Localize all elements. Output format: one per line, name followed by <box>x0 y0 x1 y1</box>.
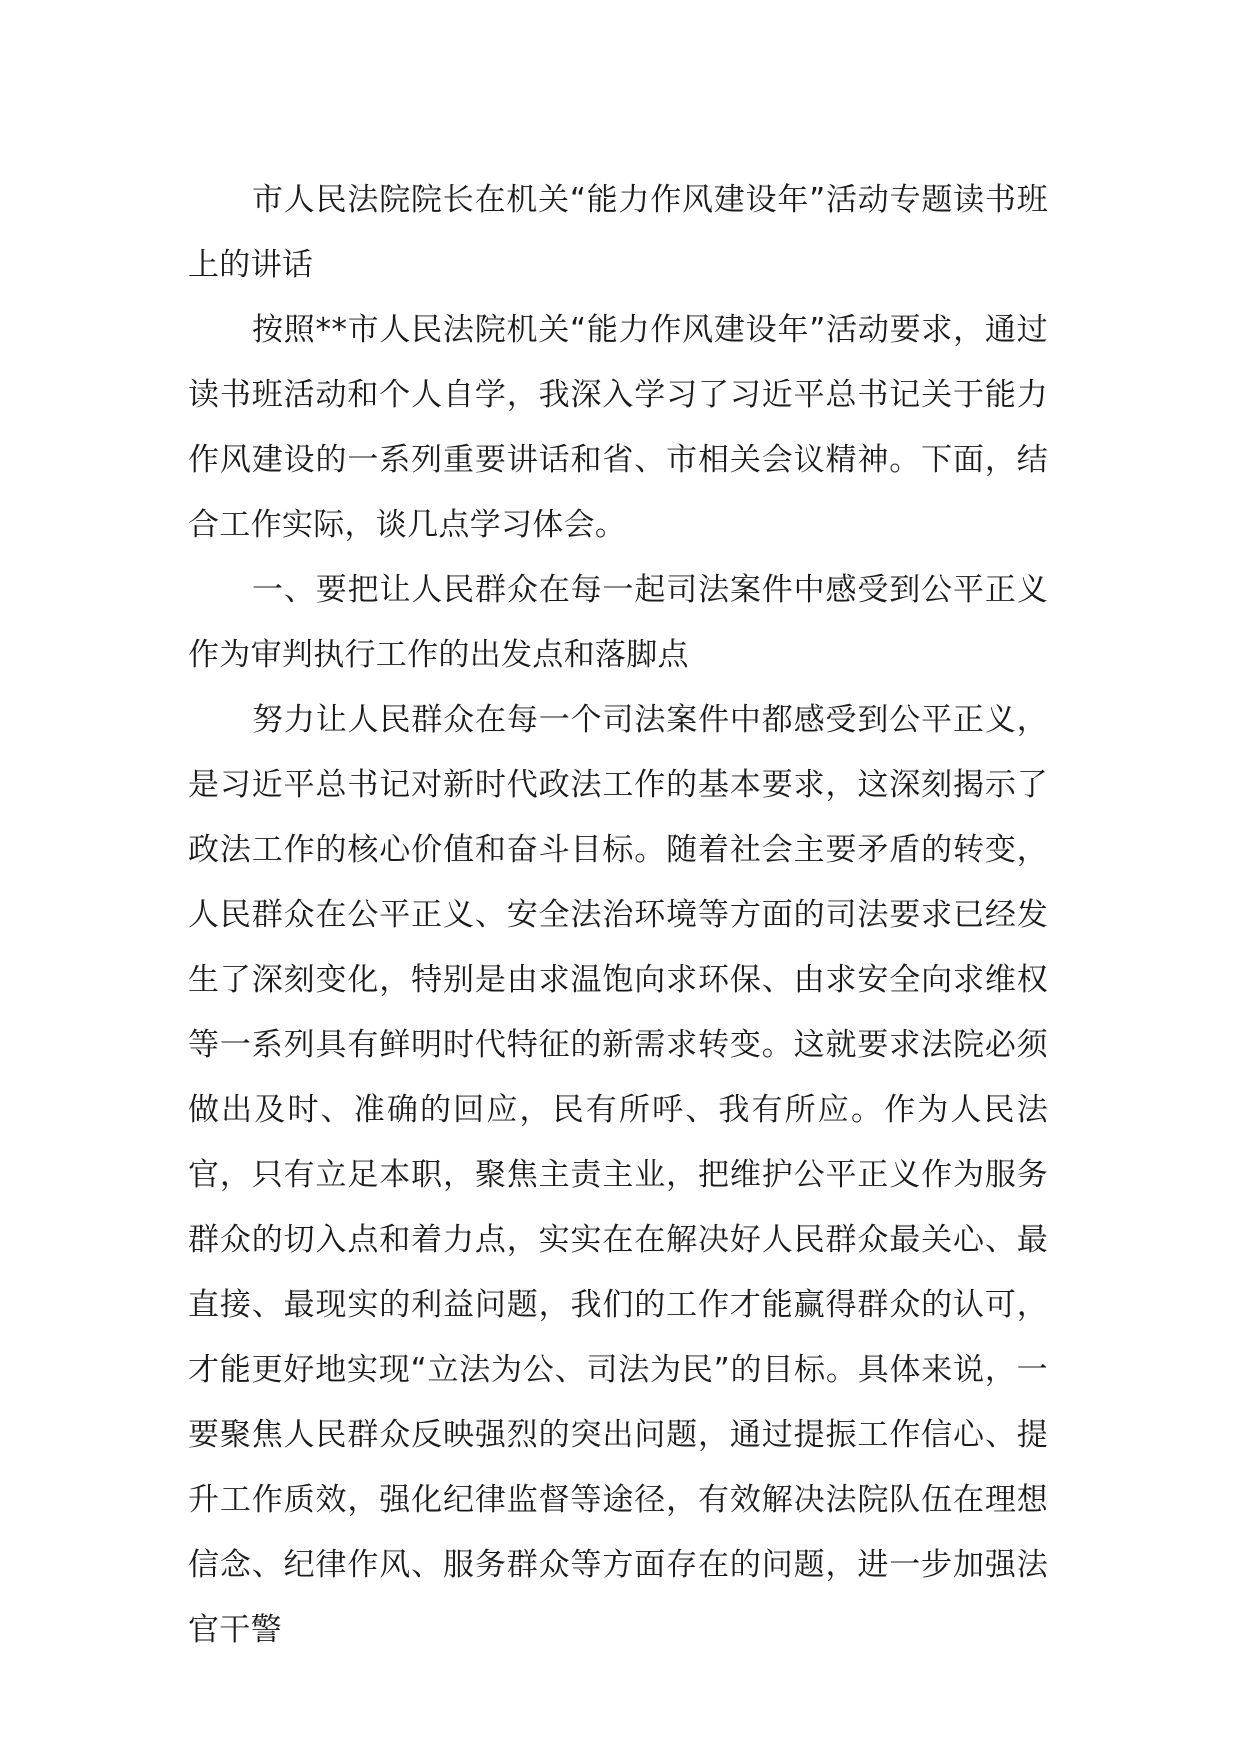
section-heading-1: 一、要把让人民群众在每一起司法案件中感受到公平正义作为审判执行工作的出发点和落脚点 <box>188 572 1048 673</box>
document-body <box>188 168 1048 1663</box>
paragraph-intro: 按照**市人民法院机关“能力作风建设年”活动要求，通过读书班活动和个人自学，我深入学习了习近平总书记关于能力作风建设的一系列重要讲话和省、市相关会议精神。下面，结合工作实际，谈几点学习体会。 <box>188 312 1048 543</box>
paragraph-section-1: 努力让人民群众在每一个司法案件中都感受到公平正义，是习近平总书记对新时代政法工作的基本要求，这深刻揭示了政法工作的核心价值和奋斗目标。随着社会主要矛盾的转变，人民群众在公平正义、安全法治环境等方面的司法要求已经发生了深刻变化，特别是由求温饱向求环保、由求安全向求维权等一系列具有鲜明时代特征的新需求转变。这就要求法院必须做出及时、准确的回应，民有所呼、我有所应。作为人民法官，只有立足本职，聚焦主责主业，把维护公平正义作为服务群众的切入点和着力点，实实在在解决好人民群众最关心、最直接、最现实的利益问题，我们的工作才能赢得群众的认可，才能更好地实现“立法为公、司法为民”的目标。具体来说，一要聚焦人民群众反映强烈的突出问题，通过提振工作信心、提升工作质效，强化纪律监督等途径，有效解决法院队伍在理想信念、纪律作风、服务群众等方面存在的问题，进一步加强法官干警 <box>188 702 1048 1648</box>
document-title: 市人民法院院长在机关“能力作风建设年”活动专题读书班上的讲话 <box>188 182 1048 283</box>
